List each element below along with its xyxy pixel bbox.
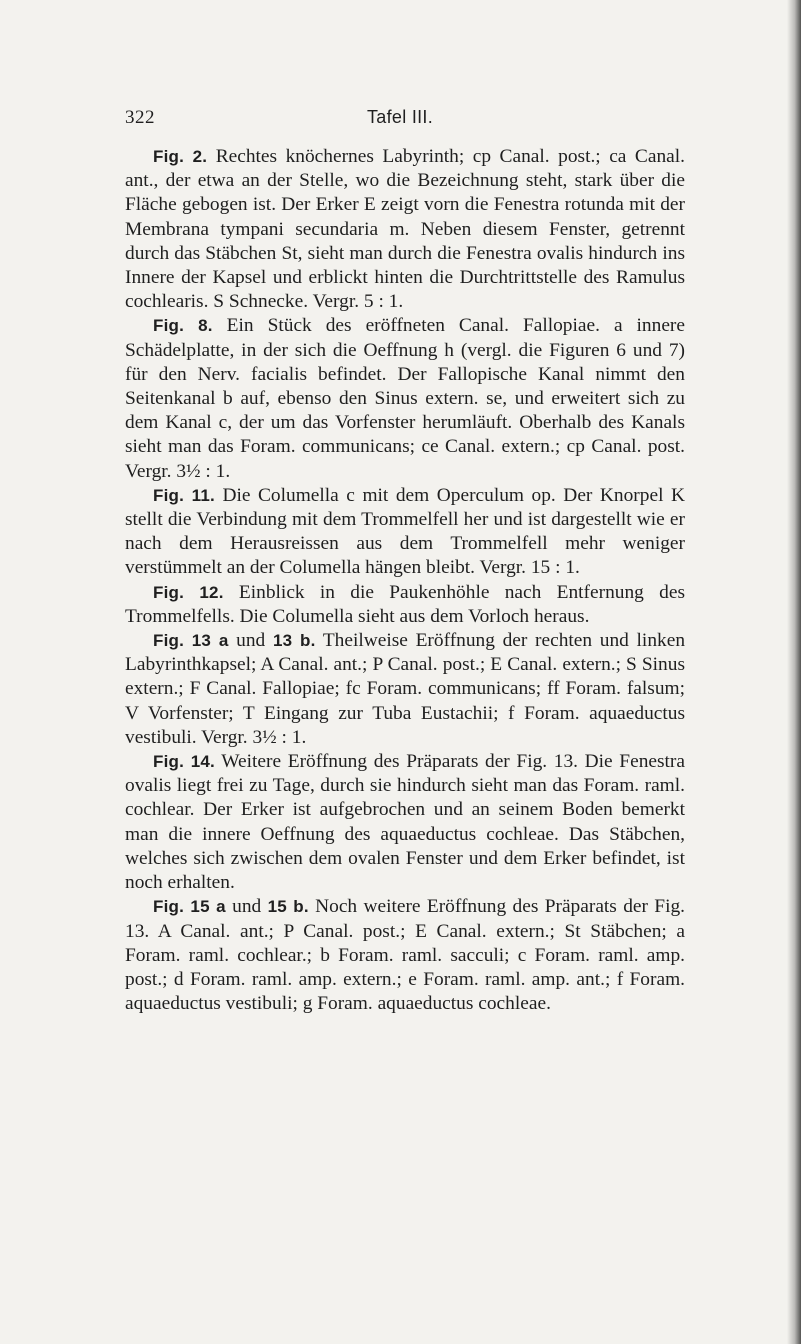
figure-label: Fig. 15 a <box>153 897 226 917</box>
page-header <box>125 107 685 133</box>
figure-captions <box>125 145 685 1016</box>
page-number: 322 <box>125 107 155 128</box>
caption-fig-12 <box>125 581 685 629</box>
figure-label-second: 15 b. <box>267 897 309 917</box>
label-connector: und <box>228 630 273 652</box>
caption-fig-15 <box>125 895 685 1016</box>
caption-text: Noch weitere Eröffnung des Präparats der Fig. 13. A Canal. ant.; P Canal. post.; E Canal. extern.; St Stäbchen; a Foram. raml. cochlear.; b Foram. raml. sacculi; c Foram. raml. amp. post.; d Foram. raml. amp. extern.; e Foram. raml. amp. ant.; f Foram. aquaeductus vestibuli; g Foram. aquaeductus cochleae. <box>125 896 685 1015</box>
figure-label: Fig. 13 a <box>153 631 229 651</box>
caption-text: Weitere Eröffnung des Präparats der Fig. 13. Die Fenestra ovalis liegt frei zu Tage, durch sie hindurch sieht man das Foram. raml. cochlear. Der Erker ist aufgebrochen und an seinem Boden bemerkt man die innere Oeffnung des aquaeductus cochleae. Das Stäbchen, welches sich zwischen dem ovalen Fenster und dem Erker befindet, ist noch erhalten. <box>125 751 685 894</box>
caption-text: Ein Stück des eröffneten Canal. Fallopiae. a innere Schädelplatte, in der sich die Oeffnung h (vergl. die Figuren 6 und 7) für den Nerv. facialis befindet. Der Fallopische Kanal nimmt den Seitenkanal b auf, ebenso den Sinus extern. se, und erweitert sich zu dem Kanal c, der um das Vorfenster herumläuft. Oberhalb des Kanals sieht man das Foram. communicans; ce Canal. extern.; cp Canal. post. Vergr. 3½ : 1. <box>125 315 685 482</box>
caption-fig-13 <box>125 629 685 750</box>
caption-text: Rechtes knöchernes Labyrinth; cp Canal. post.; ca Canal. ant., der etwa an der Stelle, wo die Bezeichnung steht, stark über die Fläche gebogen ist. Der Erker E zeigt vorn die Fenestra rotunda mit der Membrana tympani secundaria m. Neben diesem Fenster, getrennt durch das Stäbchen St, sieht man durch die Fenestra ovalis hindurch ins Innere der Kapsel und erblickt hinten die Durchtrittstelle des Ramulus cochlearis. S Schnecke. Vergr. 5 : 1. <box>125 146 685 313</box>
figure-label: Fig. 11. <box>153 485 215 505</box>
plate-title: Tafel III. <box>367 107 434 127</box>
figure-label: Fig. 12. <box>153 582 224 602</box>
figure-label: Fig. 8. <box>153 316 213 336</box>
figure-label: Fig. 2. <box>153 147 208 166</box>
figure-label: Fig. 14. <box>153 752 215 772</box>
label-connector: und <box>225 896 268 918</box>
caption-fig-8 <box>125 314 685 483</box>
page-edge-shadow <box>787 0 801 1344</box>
caption-fig-14 <box>125 750 685 895</box>
figure-label-second: 13 b. <box>272 631 316 651</box>
caption-fig-11 <box>125 484 685 581</box>
caption-fig-2 <box>125 145 685 314</box>
caption-text: Die Columella c mit dem Operculum op. Der Knorpel K stellt die Verbindung mit dem Trommelfell her und ist dargestellt wie er nach dem Herausreissen aus dem Trommelfell mehr weniger verstümmelt an der Columella hängen bleibt. Vergr. 15 : 1. <box>125 484 685 579</box>
caption-text: Einblick in die Paukenhöhle nach Entfernung des Trommelfells. Die Columella sieht aus dem Vorloch heraus. <box>125 581 686 627</box>
caption-text: Theilweise Eröffnung der rechten und linken Labyrinthkapsel; A Canal. ant.; P Canal. post.; E Canal. extern.; S Sinus extern.; F Canal. Fallopiae; fc Foram. communicans; ff Foram. falsum; V Vorfenster; T Eingang zur Tuba Eustachii; f Foram. aquaeductus vestibuli. Vergr. 3½ : 1. <box>125 630 686 748</box>
